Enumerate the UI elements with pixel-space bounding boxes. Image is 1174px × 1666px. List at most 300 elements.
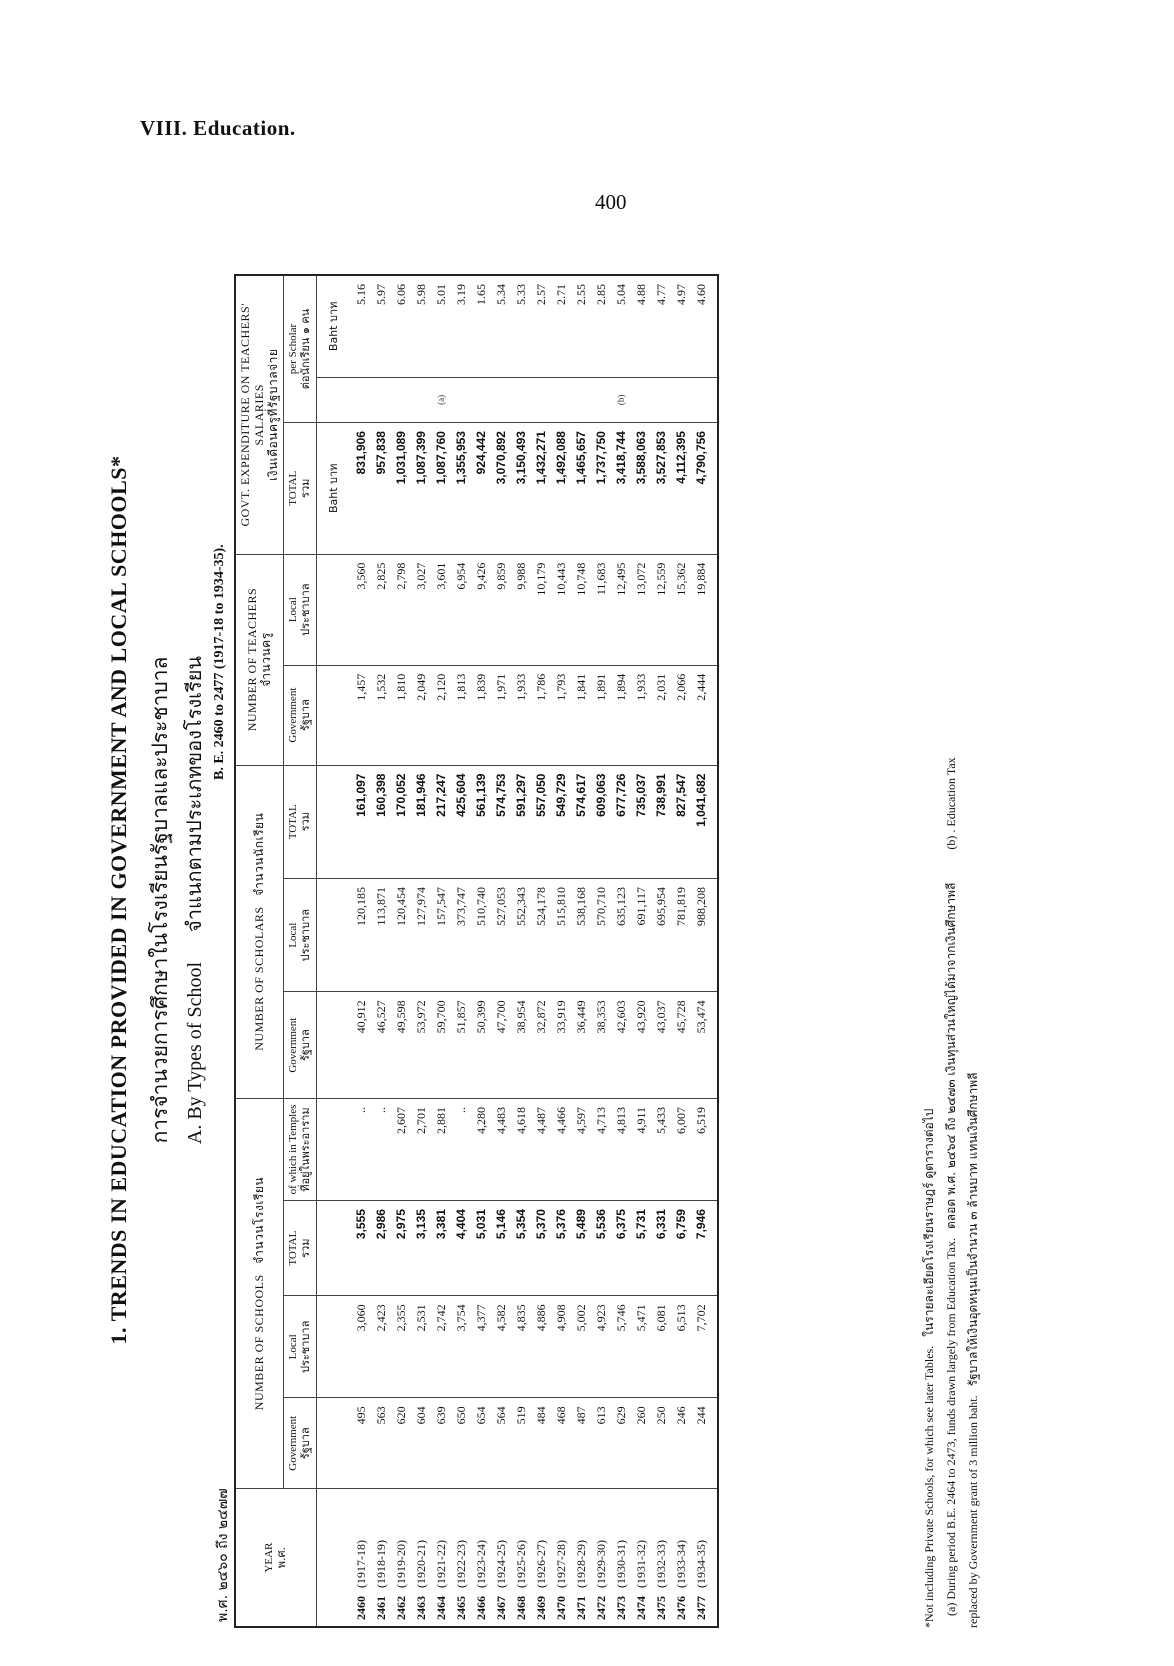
table-row: [411, 275, 431, 1627]
schools-government-cell: 654: [471, 1398, 491, 1489]
footnote-marker-cell: [531, 377, 551, 422]
footnote-marker-cell: [651, 377, 671, 422]
scholars-local-cell: 538,168: [571, 878, 591, 991]
footnote-star-text: *Not including Private Schools, for which see later Tables.: [922, 1345, 936, 1628]
scholars-government-cell: 51,857: [451, 992, 471, 1099]
year-cell: [631, 1489, 651, 1627]
footnote-a-text: (a) During period B.E. 2464 to 2473, funds drawn largely from Education Tax.: [944, 1238, 958, 1616]
footnote-marker-cell: [571, 377, 591, 422]
schools-government-cell: 250: [651, 1398, 671, 1489]
schools-local-cell: 6,513: [671, 1296, 691, 1398]
table-row: [351, 275, 371, 1627]
temples-cell: 4,911: [631, 1098, 651, 1200]
teachers-header-thai: จำนวนครู: [258, 632, 273, 687]
year-be: 2461: [373, 1596, 388, 1620]
scholars-government-cell: 46,527: [371, 992, 391, 1099]
teachers-local-cell: 10,748: [571, 554, 591, 665]
footnote-marker-cell: [631, 377, 651, 422]
teachers-local-cell: 15,362: [671, 554, 691, 665]
year-ad: (1930-31): [613, 1540, 628, 1588]
table-row: [611, 275, 631, 1627]
per-scholar-cell: 4.60: [691, 275, 718, 377]
schools-total-header: [284, 1201, 316, 1296]
temples-cell: 2,607: [391, 1098, 411, 1200]
temples-cell: 4,487: [531, 1098, 551, 1200]
year-ad: (1932-33): [653, 1540, 668, 1588]
year-header-thai: พ.ศ.: [274, 1546, 288, 1569]
footnote-b: [962, 274, 984, 1628]
year-ad: (1927-28): [553, 1540, 568, 1588]
year-ad: (1920-21): [413, 1540, 428, 1588]
schools-government-cell: 244: [691, 1398, 718, 1489]
schools-local-cell: 5,471: [631, 1296, 651, 1398]
scholars-local-header: [284, 878, 316, 991]
year-cell: [431, 1489, 451, 1627]
scholars-local-cell: 113,871: [371, 878, 391, 991]
schools-total-cell: 3,555: [351, 1201, 371, 1296]
year-cell: [471, 1489, 491, 1627]
gov-label-thai: รัฐบาล: [299, 699, 313, 732]
temples-header: [284, 1098, 316, 1200]
footnote-marker-cell: [691, 377, 718, 422]
schools-local-cell: 6,081: [651, 1296, 671, 1398]
table-row: [431, 275, 451, 1627]
year-cell: [391, 1489, 411, 1627]
table-row: [491, 275, 511, 1627]
schools-government-cell: 613: [591, 1398, 611, 1489]
header-sub-row: [284, 275, 316, 1627]
year-header: [235, 1489, 316, 1627]
temples-cell: 6,007: [671, 1098, 691, 1200]
date-range: B. E. 2460 to 2477 (1917-18 to 1934-35).: [212, 544, 227, 780]
unit-cell: [316, 1296, 351, 1398]
scholars-government-cell: 40,912: [351, 992, 371, 1099]
footnote-marker-cell: [491, 377, 511, 422]
year-cell: [491, 1489, 511, 1627]
schools-local-cell: 3,754: [451, 1296, 471, 1398]
per-scholar-cell: 5.34: [491, 275, 511, 377]
per-scholar-cell: 2.85: [591, 275, 611, 377]
per-scholar-cell: 3.19: [451, 275, 471, 377]
total-label: TOTAL: [287, 1230, 300, 1266]
teachers-local-cell: 3,601: [431, 554, 451, 665]
scholars-local-cell: 515,810: [551, 878, 571, 991]
temples-cell: ..: [451, 1098, 471, 1200]
scholars-total-cell: 549,729: [551, 765, 571, 878]
gov-label: Government: [287, 1017, 300, 1073]
scholars-government-cell: 50,399: [471, 992, 491, 1099]
table-body: [316, 275, 718, 1627]
schools-total-cell: 3,381: [431, 1201, 451, 1296]
unit-cell: [316, 665, 351, 765]
expenditure-total-cell: 3,527,853: [651, 423, 671, 555]
schools-local-cell: 2,355: [391, 1296, 411, 1398]
scholars-local-cell: 695,954: [651, 878, 671, 991]
table-row: [551, 275, 571, 1627]
expenditure-total-cell: 1,432,271: [531, 423, 551, 555]
gov-label: Government: [287, 1415, 300, 1471]
year-ad: (1918-19): [373, 1540, 388, 1588]
year-cell: [511, 1489, 531, 1627]
schools-government-cell: 246: [671, 1398, 691, 1489]
unit-cell: [316, 554, 351, 665]
schools-total-cell: 5,489: [571, 1201, 591, 1296]
temples-cell: 4,618: [511, 1098, 531, 1200]
year-cell: [531, 1489, 551, 1627]
scholars-government-cell: 38,954: [511, 992, 531, 1099]
total-label: TOTAL: [287, 804, 300, 840]
teachers-local-cell: 11,683: [591, 554, 611, 665]
year-be: 2477: [693, 1596, 708, 1620]
year-be: 2469: [533, 1596, 548, 1620]
year-be: 2467: [493, 1596, 508, 1620]
gov-label-thai: รัฐบาล: [299, 1029, 313, 1062]
schools-total-cell: 5,536: [591, 1201, 611, 1296]
expenditure-total-cell: 3,418,744: [611, 423, 631, 555]
teachers-government-cell: 1,971: [491, 665, 511, 765]
footnote-a-thai: ตลอด พ.ศ. ๒๔๖๔ ถึง ๒๔๗๓ เงินทุนส่วนใหญ่ได้มาจากเงินศึกษาพลี: [944, 882, 958, 1230]
scholars-total-cell: 561,139: [471, 765, 491, 878]
footnote-b-thai: รัฐบาลให้เงินอุดหนุนเป็นจำนวน ๓ ล้านบาท แทนเงินศึกษาพลี: [966, 1072, 980, 1387]
temples-cell: 6,519: [691, 1098, 718, 1200]
per-scholar-cell: 5.97: [371, 275, 391, 377]
scholars-government-cell: 33,919: [551, 992, 571, 1099]
scholars-total-cell: 591,297: [511, 765, 531, 878]
unit-cell: [316, 878, 351, 991]
scholars-total-cell: 160,398: [371, 765, 391, 878]
temples-cell: 5,433: [651, 1098, 671, 1200]
temples-cell: ..: [351, 1098, 371, 1200]
scholars-total-cell: 425,604: [451, 765, 471, 878]
scholars-government-cell: 53,972: [411, 992, 431, 1099]
schools-gov-header: [284, 1398, 316, 1489]
temples-cell: 2,881: [431, 1098, 451, 1200]
scholars-local-cell: 510,740: [471, 878, 491, 991]
unit-cell: [316, 1201, 351, 1296]
year-be: 2475: [653, 1596, 668, 1620]
year-be: 2462: [393, 1596, 408, 1620]
schools-government-cell: 495: [351, 1398, 371, 1489]
year-cell: [451, 1489, 471, 1627]
schools-total-cell: 5,146: [491, 1201, 511, 1296]
schools-local-cell: 4,908: [551, 1296, 571, 1398]
teachers-local-cell: 19,884: [691, 554, 718, 665]
per-scholar-cell: 2.55: [571, 275, 591, 377]
expenditure-total-cell: 1,355,953: [451, 423, 471, 555]
teachers-local-cell: 12,559: [651, 554, 671, 665]
teachers-government-cell: 1,810: [391, 665, 411, 765]
year-ad: (1922-23): [453, 1540, 468, 1588]
year-ad: (1921-22): [433, 1540, 448, 1588]
schools-local-header: [284, 1296, 316, 1398]
year-cell: [611, 1489, 631, 1627]
year-header-label: YEAR: [263, 1542, 276, 1573]
teachers-government-cell: 1,933: [511, 665, 531, 765]
schools-local-cell: 4,923: [591, 1296, 611, 1398]
year-ad: (1925-26): [513, 1540, 528, 1588]
expenditure-total-cell: 3,150,493: [511, 423, 531, 555]
expenditure-total-cell: 1,492,088: [551, 423, 571, 555]
year-ad: (1931-32): [633, 1540, 648, 1588]
temples-cell: 4,466: [551, 1098, 571, 1200]
footnote-marker-cell: [591, 377, 611, 422]
rotated-table-page: [100, 260, 1060, 1640]
scholars-local-cell: 781,819: [671, 878, 691, 991]
per-scholar-cell: 2.71: [551, 275, 571, 377]
temples-cell: 4,280: [471, 1098, 491, 1200]
teachers-government-cell: 1,457: [351, 665, 371, 765]
scholars-total-cell: 677,726: [611, 765, 631, 878]
total-label-thai: รวม: [299, 1238, 313, 1258]
teachers-government-cell: 2,049: [411, 665, 431, 765]
teachers-group-header: [235, 554, 284, 765]
year-be: 2460: [353, 1596, 368, 1620]
year-be: 2465: [453, 1596, 468, 1620]
footnote-marker-cell: (a): [431, 377, 451, 422]
expenditure-group-header: [235, 275, 284, 554]
year-ad: (1926-27): [533, 1540, 548, 1588]
total-label-thai: รวม: [299, 478, 313, 498]
footnote-star: [918, 274, 940, 1628]
schools-local-cell: 4,886: [531, 1296, 551, 1398]
year-ad: (1917-18): [353, 1540, 368, 1588]
footnote-b-cont: replaced by Government grant of 3 million baht.: [966, 1395, 980, 1628]
scholars-local-cell: 552,343: [511, 878, 531, 991]
scholars-local-cell: 527,053: [491, 878, 511, 991]
scholars-total-cell: 574,617: [571, 765, 591, 878]
teachers-government-cell: 2,066: [671, 665, 691, 765]
scholars-local-cell: 120,185: [351, 878, 371, 991]
scholars-government-cell: 43,920: [631, 992, 651, 1099]
table-row: [691, 275, 718, 1627]
teachers-government-cell: 1,793: [551, 665, 571, 765]
teachers-local-cell: 13,072: [631, 554, 651, 665]
schools-total-cell: 6,331: [651, 1201, 671, 1296]
expenditure-total-header: [284, 423, 316, 555]
footnote-marker-cell: [451, 377, 471, 422]
subtitle-thai: จำแนกตามประเภทของโรงเรียน: [182, 655, 206, 932]
scholars-local-cell: 120,454: [391, 878, 411, 991]
year-be: 2473: [613, 1596, 628, 1620]
schools-total-cell: 2,975: [391, 1201, 411, 1296]
schools-government-cell: 519: [511, 1398, 531, 1489]
year-cell: [371, 1489, 391, 1627]
teachers-government-cell: 1,839: [471, 665, 491, 765]
year-ad: (1924-25): [493, 1540, 508, 1588]
section-heading: VIII. Education.: [140, 116, 296, 140]
teachers-local-cell: 9,988: [511, 554, 531, 665]
scholars-government-cell: 42,603: [611, 992, 631, 1099]
schools-total-cell: 7,946: [691, 1201, 718, 1296]
page-number: 400: [595, 190, 627, 214]
unit-cell: [316, 377, 351, 422]
unit-cell: [316, 765, 351, 878]
scholars-government-cell: 53,474: [691, 992, 718, 1099]
scholars-total-cell: 735,037: [631, 765, 651, 878]
schools-total-cell: 5,354: [511, 1201, 531, 1296]
teachers-government-cell: 1,933: [631, 665, 651, 765]
year-cell: [351, 1489, 371, 1627]
temples-cell: 4,597: [571, 1098, 591, 1200]
per-scholar-cell: 5.01: [431, 275, 451, 377]
teachers-government-cell: 1,841: [571, 665, 591, 765]
unit-cell: [316, 1489, 351, 1627]
schools-local-cell: 4,377: [471, 1296, 491, 1398]
scholars-group-header: [235, 765, 284, 1098]
year-ad: (1923-24): [473, 1540, 488, 1588]
schools-local-cell: 3,060: [351, 1296, 371, 1398]
year-be: 2476: [673, 1596, 688, 1620]
schools-government-cell: 468: [551, 1398, 571, 1489]
unit-cell: [316, 1398, 351, 1489]
schools-local-cell: 4,835: [511, 1296, 531, 1398]
local-label-thai: ประชาบาล: [299, 908, 313, 962]
year-be: 2472: [593, 1596, 608, 1620]
schools-total-cell: 6,375: [611, 1201, 631, 1296]
per-scholar-header: [284, 275, 316, 423]
temples-cell: 2,701: [411, 1098, 431, 1200]
schools-total-cell: 5,370: [531, 1201, 551, 1296]
teachers-local-cell: 10,179: [531, 554, 551, 665]
scholars-government-cell: 47,700: [491, 992, 511, 1099]
scholars-total-cell: 170,052: [391, 765, 411, 878]
footnote-marker-cell: [511, 377, 531, 422]
year-be: 2468: [513, 1596, 528, 1620]
unit-per-scholar: Baht บาท: [316, 275, 351, 377]
table-row: [531, 275, 551, 1627]
year-ad: (1929-30): [593, 1540, 608, 1588]
scholars-total-cell: 217,247: [431, 765, 451, 878]
scholars-total-cell: 738,991: [651, 765, 671, 878]
teachers-local-header: [284, 554, 316, 665]
local-label-thai: ประชาบาล: [299, 583, 313, 636]
year-ad: (1933-34): [673, 1540, 688, 1588]
schools-header-label: NUMBER OF SCHOOLS: [251, 1274, 266, 1411]
year-be: 2466: [473, 1596, 488, 1620]
schools-government-cell: 650: [451, 1398, 471, 1489]
date-range-thai: พ.ศ. ๒๔๖๐ ถึง ๒๔๗๗: [215, 1488, 231, 1622]
teachers-local-cell: 9,859: [491, 554, 511, 665]
scholars-local-cell: 373,747: [451, 878, 471, 991]
expenditure-total-cell: 1,087,399: [411, 423, 431, 555]
teachers-government-cell: 1,532: [371, 665, 391, 765]
teachers-government-cell: 2,120: [431, 665, 451, 765]
expenditure-total-cell: 4,790,756: [691, 423, 718, 555]
scholars-local-cell: 157,547: [431, 878, 451, 991]
expenditure-total-cell: 4,112,395: [671, 423, 691, 555]
schools-total-cell: 5,031: [471, 1201, 491, 1296]
scholars-header-label: NUMBER OF SCHOLARS: [251, 906, 266, 1051]
schools-local-cell: 2,423: [371, 1296, 391, 1398]
expenditure-total-cell: 3,588,063: [631, 423, 651, 555]
scholars-local-cell: 127,974: [411, 878, 431, 991]
schools-government-cell: 639: [431, 1398, 451, 1489]
per-scholar-cell: 4.97: [671, 275, 691, 377]
schools-government-cell: 564: [491, 1398, 511, 1489]
unit-cell: [316, 992, 351, 1099]
table-title: 1. TRENDS IN EDUCATION PROVIDED IN GOVERNMENT AND LOCAL SCHOOLS*: [106, 455, 131, 1345]
table-row: [651, 275, 671, 1627]
teachers-government-cell: 2,444: [691, 665, 718, 765]
unit-total: Baht บาท: [316, 423, 351, 555]
scholars-total-cell: 609,063: [591, 765, 611, 878]
schools-local-cell: 5,746: [611, 1296, 631, 1398]
table-subtitle: [178, 440, 210, 1360]
teachers-local-cell: 12,495: [611, 554, 631, 665]
footnote-b-text: (b) . Education Tax: [944, 757, 958, 850]
table-row: [471, 275, 491, 1627]
scholars-local-cell: 524,178: [531, 878, 551, 991]
scholars-total-cell: 181,946: [411, 765, 431, 878]
per-scholar-label: per Scholar: [287, 323, 300, 375]
scholars-government-cell: 36,449: [571, 992, 591, 1099]
per-scholar-cell: 5.98: [411, 275, 431, 377]
expenditure-total-cell: 957,838: [371, 423, 391, 555]
footnote-marker-cell: [351, 377, 371, 422]
year-cell: [671, 1489, 691, 1627]
per-scholar-cell: 6.06: [391, 275, 411, 377]
unit-cell: [316, 1098, 351, 1200]
footnote-marker-cell: (b): [611, 377, 631, 422]
expenditure-total-cell: 831,906: [351, 423, 371, 555]
teachers-header-label: NUMBER OF TEACHERS: [244, 587, 259, 732]
year-ad: (1928-29): [573, 1540, 588, 1588]
per-scholar-cell: 5.16: [351, 275, 371, 377]
local-label: Local: [287, 1334, 300, 1360]
scholars-government-cell: 59,700: [431, 992, 451, 1099]
education-trends-table: [234, 274, 719, 1628]
per-scholar-label-thai: ต่อนักเรียน ๑ คน: [299, 308, 313, 390]
gov-label: Government: [287, 687, 300, 743]
footnote-marker-cell: [551, 377, 571, 422]
table-row: [591, 275, 611, 1627]
schools-government-cell: 620: [391, 1398, 411, 1489]
total-label-thai: รวม: [299, 812, 313, 832]
teachers-local-cell: 3,560: [351, 554, 371, 665]
scholars-government-cell: 32,872: [531, 992, 551, 1099]
footnote-a: [940, 274, 962, 1628]
table-row: [451, 275, 471, 1627]
teachers-government-cell: 2,031: [651, 665, 671, 765]
header-group-row: [235, 275, 284, 1627]
schools-local-cell: 5,002: [571, 1296, 591, 1398]
expenditure-total-cell: 1,465,657: [571, 423, 591, 555]
temples-cell: 4,483: [491, 1098, 511, 1200]
per-scholar-cell: 4.88: [631, 275, 651, 377]
temples-label-thai: ที่อยู่ในพระอาราม: [299, 1107, 313, 1192]
footnote-marker-cell: [411, 377, 431, 422]
schools-local-cell: 4,582: [491, 1296, 511, 1398]
table-title-thai: การจำนวยการศึกษาในโรงเรียนรัฐบาลและประชาบาล: [148, 656, 172, 1144]
scholars-gov-header: [284, 992, 316, 1099]
year-ad: (1919-20): [393, 1540, 408, 1588]
scholars-total-header: [284, 765, 316, 878]
gov-label-thai: รัฐบาล: [299, 1427, 313, 1460]
footnote-marker-cell: [471, 377, 491, 422]
teachers-gov-header: [284, 665, 316, 765]
schools-local-cell: 2,742: [431, 1296, 451, 1398]
expenditure-header-label: GOVT. EXPENDITURE ON TEACHERS' SALARIES: [238, 303, 266, 527]
expenditure-header-thai: เงินเดือนครูที่รัฐบาลจ่าย: [265, 348, 280, 482]
subtitle-english: A. By Types of School: [184, 961, 206, 1145]
per-scholar-cell: 5.04: [611, 275, 631, 377]
table-row: [511, 275, 531, 1627]
schools-total-cell: 5,376: [551, 1201, 571, 1296]
teachers-local-cell: 10,443: [551, 554, 571, 665]
per-scholar-cell: 4.77: [651, 275, 671, 377]
table-row: [631, 275, 651, 1627]
temples-cell: ..: [371, 1098, 391, 1200]
